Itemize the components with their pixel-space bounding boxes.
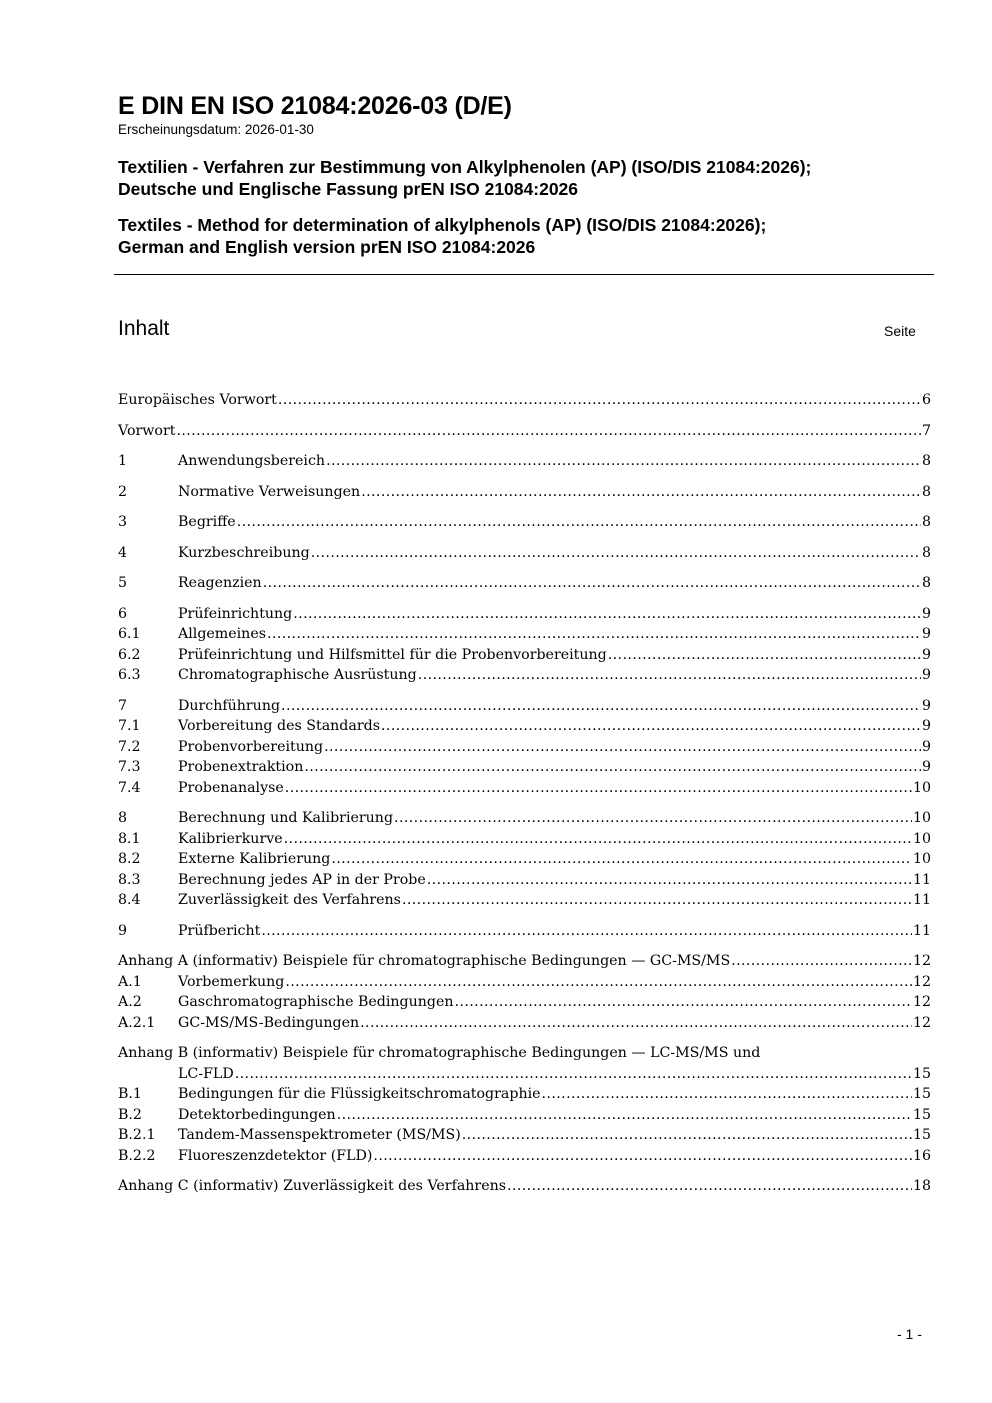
toc-leader [542, 1084, 912, 1105]
page-number: - 1 - [897, 1326, 922, 1342]
toc-entry[interactable] [118, 604, 931, 625]
toc-entry[interactable] [118, 1043, 931, 1064]
toc-entry[interactable] [118, 737, 931, 758]
toc-entry[interactable] [118, 665, 931, 686]
toc-entry-number: A.1 [118, 973, 142, 990]
toc-entry-number: B.2.2 [118, 1147, 156, 1164]
toc-entry-page: 9 [921, 718, 931, 734]
toc-entry[interactable] [118, 390, 931, 411]
toc-entry[interactable] [118, 890, 931, 911]
toc-entry-title: LC-FLD [178, 1065, 234, 1082]
toc-entry[interactable] [118, 696, 931, 717]
toc-entry-title: Reagenzien [178, 575, 262, 591]
toc-entry-number: 8.2 [118, 851, 141, 867]
toc-entry[interactable] [118, 645, 931, 666]
toc-entry-title: Europäisches Vorwort [118, 392, 277, 408]
toc-entry[interactable] [118, 829, 931, 850]
toc-entry-number: 3 [118, 514, 128, 530]
toc-entry-title: Fluoreszenzdetektor (FLD) [178, 1147, 373, 1164]
toc-entry-number: 8.3 [118, 871, 141, 888]
toc-entry-number: 9 [118, 922, 128, 939]
toc-entry-page: 6 [921, 392, 931, 408]
toc-entry-page: 8 [921, 575, 931, 591]
toc-leader [235, 1064, 912, 1085]
toc-entry-page: 9 [921, 759, 931, 775]
header-divider [114, 274, 934, 275]
toc-leader [304, 757, 921, 778]
title-english [118, 214, 933, 258]
toc-leader [402, 890, 912, 911]
toc-entry[interactable] [118, 808, 931, 829]
toc-entry[interactable] [118, 778, 931, 799]
document-id: E DIN EN ISO 21084:2026-03 (D/E) [118, 92, 512, 120]
toc-entry-title: Vorwort [118, 422, 176, 439]
toc-entry-number: 2 [118, 483, 128, 500]
toc-leader [608, 645, 921, 666]
toc-leader [326, 451, 921, 472]
toc-entry-page: 8 [921, 453, 931, 469]
toc-entry-page: 12 [912, 973, 931, 990]
toc-entry-title: Kalibrierkurve [178, 830, 283, 847]
toc-leader [394, 808, 912, 829]
toc-leader [427, 870, 912, 891]
toc-entry-page: 11 [912, 871, 931, 888]
toc-entry[interactable] [118, 451, 931, 472]
toc-entry[interactable] [118, 1125, 931, 1146]
toc-entry-number: 6.1 [118, 626, 141, 642]
toc-entry-page: 12 [912, 994, 931, 1010]
toc-entry-page: 8 [921, 514, 931, 530]
toc-leader [267, 624, 921, 645]
toc-entry-number: 6.3 [118, 667, 141, 683]
toc-leader [337, 1105, 912, 1126]
toc-entry[interactable] [118, 624, 931, 645]
toc-entry-title: Probenvorbereitung [178, 738, 324, 755]
toc-entry[interactable] [118, 757, 931, 778]
toc-entry-number: B.2.1 [118, 1127, 156, 1143]
toc-entry[interactable] [118, 849, 931, 870]
toc-entry[interactable] [118, 972, 931, 993]
toc-leader [311, 543, 921, 564]
toc-entry-page: 9 [921, 738, 931, 755]
toc-entry[interactable] [118, 870, 931, 891]
document-header [118, 92, 933, 258]
toc-entry-page: 11 [912, 922, 931, 939]
toc-heading: Inhalt [118, 317, 170, 340]
toc-entry-number: 7.2 [118, 738, 141, 755]
toc-entry-title: Begriffe [178, 514, 236, 530]
toc-entry-title: Normative Verweisungen [178, 483, 361, 500]
toc-leader [373, 1146, 912, 1167]
toc-entry-number: 1 [118, 453, 128, 469]
toc-entry-page: 18 [912, 1178, 931, 1194]
toc-entry-page: 9 [921, 605, 931, 622]
toc-leader [361, 482, 921, 503]
toc-entry-page: 16 [912, 1147, 931, 1164]
toc-entry-title: Tandem-Massenspektrometer (MS/MS) [178, 1127, 461, 1143]
toc-entry-title: Detektorbedingungen [178, 1106, 336, 1123]
toc-entry-continuation[interactable] [118, 1064, 931, 1085]
toc-entry-title: Allgemeines [178, 626, 266, 642]
toc-leader [462, 1125, 912, 1146]
toc-entry-title: Prüfeinrichtung und Hilfsmittel für die Probenvorbereitung [178, 646, 607, 663]
toc-entry[interactable] [118, 512, 931, 533]
toc-leader [455, 992, 912, 1013]
toc-entry[interactable] [118, 1084, 931, 1105]
toc-entry-page: 15 [912, 1127, 931, 1143]
toc-entry[interactable] [118, 951, 931, 972]
toc-leader [284, 829, 912, 850]
title-german-line-1: Textilien - Verfahren zur Bestimmung von Alkylphenolen (AP) (ISO/DIS 21084:2026); [118, 157, 812, 177]
toc-entry-page: 7 [921, 422, 931, 439]
toc-entry-page: 8 [921, 544, 931, 561]
toc-entry-title: Berechnung und Kalibrierung [178, 810, 394, 826]
toc-entry-title: Bedingungen für die Flüssigkeitschromatographie [178, 1086, 541, 1102]
toc-entry-page: 10 [912, 851, 931, 867]
toc-entry-number: 8.4 [118, 892, 141, 908]
toc-entry-page: 9 [921, 626, 931, 642]
toc-entry-title: Chromatographische Ausrüstung [178, 667, 417, 683]
toc-entry[interactable] [118, 573, 931, 594]
toc-entry-page: 9 [921, 667, 931, 683]
toc-leader [285, 972, 912, 993]
toc-entry-number: B.2 [118, 1106, 142, 1123]
toc-entry-title: Kurzbeschreibung [178, 544, 310, 561]
toc-entry-title: Prüfeinrichtung [178, 605, 293, 622]
toc-entry-page: 10 [912, 810, 931, 826]
toc-entry-page: 10 [912, 779, 931, 796]
toc-entry-title: Anhang C (informativ) Zuverlässigkeit des Verfahrens [118, 1178, 507, 1194]
toc-entry-number: 7.3 [118, 759, 141, 775]
title-german [118, 156, 933, 200]
toc-entry-title: Gaschromatographische Bedingungen [178, 994, 454, 1010]
toc-entry-number: 8.1 [118, 830, 141, 847]
toc-entry-number: 6 [118, 605, 128, 622]
toc-entry-page: 12 [912, 953, 931, 969]
toc-entry[interactable] [118, 1146, 931, 1167]
toc-entry-title: GC-MS/MS-Bedingungen [178, 1014, 360, 1031]
toc-entry-title: Probenanalyse [178, 779, 284, 796]
toc-entry[interactable] [118, 482, 931, 503]
toc-entry-page: 8 [921, 483, 931, 500]
toc-leader [418, 665, 921, 686]
toc-leader [507, 1176, 912, 1197]
toc-leader [324, 737, 921, 758]
toc-entry[interactable] [118, 543, 931, 564]
toc-entry[interactable] [118, 716, 931, 737]
toc-entry-title: Anhang B (informativ) Beispiele für chromatographische Bedingungen — LC-MS/MS und [118, 1045, 761, 1061]
toc-entry-number: 6.2 [118, 646, 141, 663]
toc-entry-number: A.2.1 [118, 1014, 156, 1031]
toc-entry[interactable] [118, 921, 931, 942]
toc-leader [278, 390, 921, 411]
publication-date: Erscheinungsdatum: 2026-01-30 [118, 122, 314, 137]
toc-entry-page: 15 [912, 1065, 931, 1082]
toc-entry-page: 15 [912, 1106, 931, 1123]
toc-entry-number: 4 [118, 544, 128, 561]
toc-entry-number: 7 [118, 697, 128, 714]
toc-leader [381, 716, 921, 737]
toc-entry-number: 5 [118, 575, 128, 591]
toc-entry-title: Externe Kalibrierung [178, 851, 331, 867]
toc-entry-number: 8 [118, 810, 128, 826]
toc-leader [237, 512, 921, 533]
table-of-contents [118, 390, 931, 1197]
toc-leader [731, 951, 912, 972]
toc-entry-title: Probenextraktion [178, 759, 304, 775]
toc-entry[interactable] [118, 1105, 931, 1126]
toc-entry-number: A.2 [118, 994, 142, 1010]
toc-leader [293, 604, 921, 625]
title-german-line-2: Deutsche und Englische Fassung prEN ISO 21084:2026 [118, 179, 579, 199]
toc-leader [281, 696, 921, 717]
toc-entry-title: Prüfbericht [178, 922, 261, 939]
toc-leader [261, 921, 912, 942]
toc-entry-number: 7.4 [118, 779, 141, 796]
toc-entry[interactable] [118, 992, 931, 1013]
toc-entry-page: 9 [921, 646, 931, 663]
toc-leader [360, 1013, 912, 1034]
toc-entry-number: B.1 [118, 1086, 142, 1102]
toc-entry-title: Durchführung [178, 697, 281, 714]
toc-entry-title: Berechnung jedes AP in der Probe [178, 871, 426, 888]
toc-entry-number: 7.1 [118, 718, 141, 734]
toc-entry-page: 15 [912, 1086, 931, 1102]
toc-entry-page: 9 [921, 697, 931, 714]
toc-entry-title: Zuverlässigkeit des Verfahrens [178, 892, 401, 908]
toc-entry-page: 12 [912, 1014, 931, 1031]
title-english-line-1: Textiles - Method for determination of alkylphenols (AP) (ISO/DIS 21084:2026); [118, 215, 767, 235]
toc-entry[interactable] [118, 1013, 931, 1034]
toc-entry[interactable] [118, 1176, 931, 1197]
toc-leader [263, 573, 921, 594]
toc-entry-page: 10 [912, 830, 931, 847]
toc-entry-page: 11 [912, 892, 931, 908]
toc-leader [176, 421, 921, 442]
title-english-line-2: German and English version prEN ISO 21084:2026 [118, 237, 536, 257]
toc-entry-title: Anhang A (informativ) Beispiele für chromatographische Bedingungen — GC-MS/MS [118, 953, 731, 969]
toc-leader [285, 778, 912, 799]
toc-entry-title: Vorbemerkung [178, 973, 285, 990]
toc-entry-title: Vorbereitung des Standards [178, 718, 380, 734]
toc-entry[interactable] [118, 421, 931, 442]
toc-leader [331, 849, 912, 870]
page-column-label: Seite [884, 323, 916, 339]
toc-entry-title: Anwendungsbereich [178, 453, 326, 469]
